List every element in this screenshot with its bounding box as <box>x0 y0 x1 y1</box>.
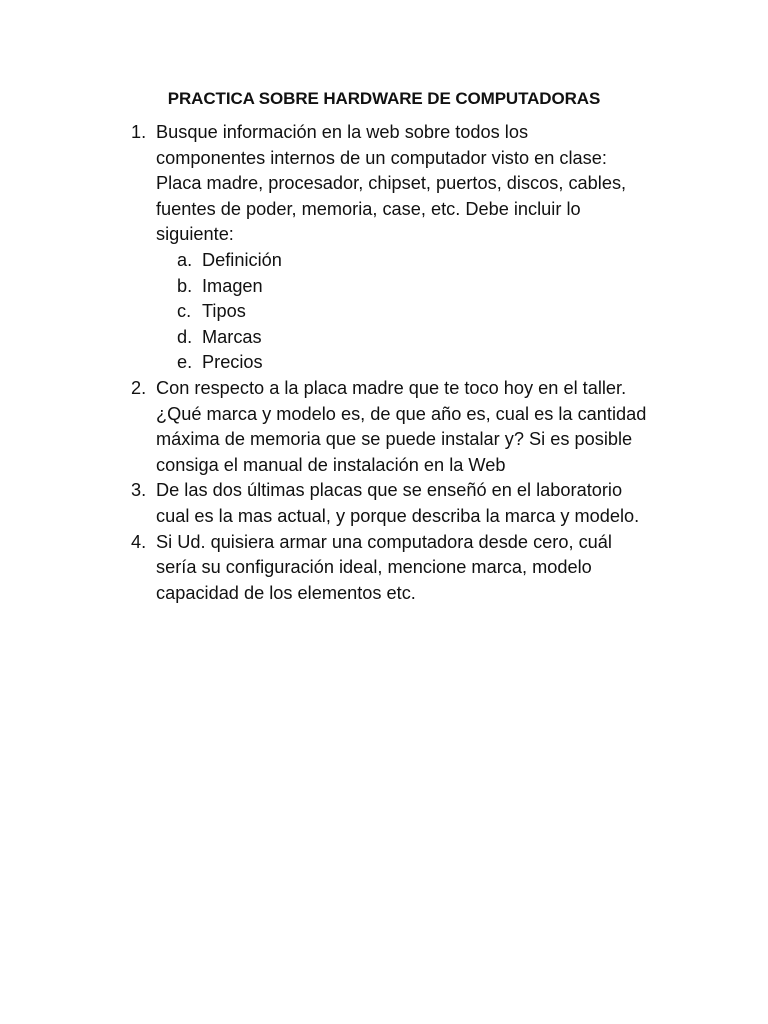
question-number: 3. <box>131 480 147 501</box>
subitem-e <box>120 350 680 376</box>
question-line: máxima de memoria que se puede instalar y? Si es posible <box>156 429 633 450</box>
subitem-b <box>120 274 680 300</box>
question-number: 2. <box>131 377 147 398</box>
subitem-letter: e. <box>177 352 193 373</box>
subitem-letter: d. <box>177 326 193 347</box>
subitem-c <box>120 299 680 325</box>
question-line: Placa madre, procesador, chipset, puertos, discos, cables, <box>156 173 627 194</box>
question-4 <box>120 530 680 607</box>
subitem-a <box>120 248 680 274</box>
subitem-text: Definición <box>202 249 282 270</box>
question-line: Si Ud. quisiera armar una computadora desde cero, cuál <box>156 531 612 552</box>
question-line: capacidad de los elementos etc. <box>156 582 416 603</box>
question-1 <box>120 120 680 248</box>
question-2 <box>120 376 680 478</box>
question-line: De las dos últimas placas que se enseñó en el laboratorio <box>156 480 623 501</box>
question-line: sería su configuración ideal, mencione marca, modelo <box>156 557 592 578</box>
subitem-letter: b. <box>177 275 193 296</box>
question-line: ¿Qué marca y modelo es, de que año es, cual es la cantidad <box>156 403 647 424</box>
subitem-text: Marcas <box>202 326 262 347</box>
question-number: 1. <box>131 122 147 142</box>
subitem-text: Imagen <box>202 275 263 296</box>
question-line: componentes internos de un computador visto en clase: <box>156 147 607 168</box>
question-line: siguiente: <box>156 224 234 245</box>
question-line: Con respecto a la placa madre que te toco hoy en el taller. <box>156 377 627 398</box>
subitem-text: Precios <box>202 352 263 373</box>
subitem-text: Tipos <box>202 301 246 322</box>
question-line: cual es la mas actual, y porque describa la marca y modelo. <box>156 505 640 526</box>
subitem-d <box>120 325 680 351</box>
question-list <box>120 120 680 606</box>
question-3 <box>120 478 680 529</box>
question-line: fuentes de poder, memoria, case, etc. Debe incluir lo <box>156 198 581 219</box>
subitem-letter: c. <box>177 301 192 322</box>
question-line: Busque información en la web sobre todos los <box>156 122 529 142</box>
question-number: 4. <box>131 531 147 552</box>
document-title: PRACTICA SOBRE HARDWARE DE COMPUTADORAS <box>167 89 601 108</box>
question-line: consiga el manual de instalación en la Web <box>156 454 506 475</box>
subitem-letter: a. <box>177 249 193 270</box>
